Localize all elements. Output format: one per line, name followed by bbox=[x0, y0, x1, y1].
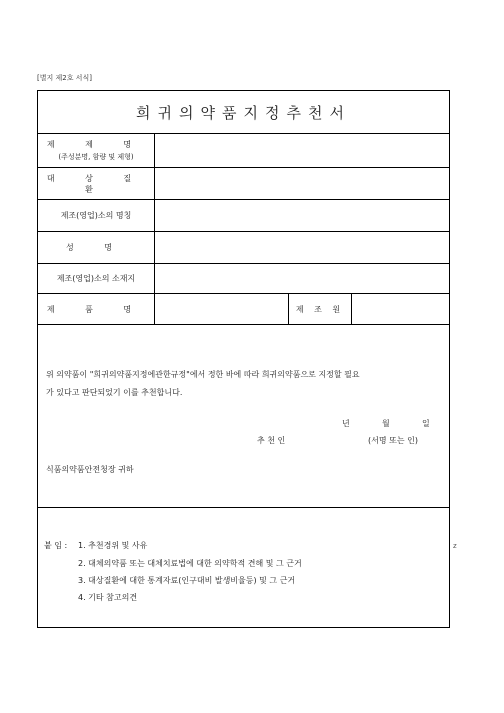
attachment-item: 4. 기타 참고의견 bbox=[78, 593, 138, 602]
row-maker-address bbox=[38, 264, 449, 294]
recommendation-body bbox=[38, 325, 449, 508]
signature-note: (서명 또는 인) bbox=[368, 436, 418, 445]
recommender-label: 추 천 인 bbox=[257, 436, 286, 445]
attachments-label: 붙 임 : bbox=[44, 541, 68, 550]
maker-name-label: 제조(영업)소의 명칭 bbox=[38, 200, 155, 231]
disease-label: 대 상 질 환 bbox=[38, 168, 155, 199]
paragraph-line-2: 가 있다고 판단되었기 이를 추천합니다. bbox=[46, 388, 183, 397]
form-title: 희귀의약품지정추천서 bbox=[38, 91, 449, 134]
attachment-item: 1. 추천경위 및 사유 bbox=[78, 541, 148, 550]
maker-field[interactable] bbox=[352, 294, 449, 324]
row-person-name bbox=[38, 232, 449, 264]
maker-label: 제 조 원 bbox=[288, 294, 352, 324]
disease-field[interactable] bbox=[155, 168, 449, 199]
row-maker-name bbox=[38, 200, 449, 232]
row-product-maker bbox=[38, 294, 449, 325]
form-frame bbox=[37, 90, 450, 628]
product-name-field[interactable] bbox=[155, 134, 449, 167]
maker-address-field[interactable] bbox=[155, 264, 449, 293]
maker-address-label: 제조(영업)소의 소재지 bbox=[38, 264, 155, 293]
attachments-section bbox=[38, 508, 449, 628]
person-name-field[interactable] bbox=[155, 232, 449, 263]
date-month: 월 bbox=[382, 419, 390, 428]
form-number-label: [별지 제2호 서식] bbox=[37, 74, 92, 82]
row-disease bbox=[38, 168, 449, 200]
row-product-name bbox=[38, 134, 449, 168]
person-name-label: 성 명 bbox=[38, 232, 155, 263]
product-name-sublabel: (주성분명, 함량 및 제형) bbox=[58, 153, 134, 161]
paragraph-line-1: 위 의약품이 "희귀의약품지정에관한규정"에서 정한 바에 따라 희귀의약품으로 지정할 필요 bbox=[46, 370, 360, 379]
product-label: 제 품 명 bbox=[38, 294, 155, 324]
attachment-item: 2. 대체의약품 또는 대체치료법에 대한 의약학적 견해 및 그 근거 bbox=[78, 559, 302, 568]
maker-name-field[interactable] bbox=[155, 200, 449, 231]
product-name-label-text: 제 제 명 bbox=[46, 140, 146, 149]
product-name-label bbox=[38, 134, 155, 167]
product-field[interactable] bbox=[155, 294, 288, 324]
stray-mark: z bbox=[453, 542, 457, 550]
date-day: 일 bbox=[422, 419, 430, 428]
date-year: 년 bbox=[342, 419, 350, 428]
attachment-item: 3. 대상질환에 대한 통계자료(인구대비 발생비율등) 및 그 근거 bbox=[78, 576, 296, 585]
addressee: 식품의약품안전청장 귀하 bbox=[46, 465, 134, 474]
